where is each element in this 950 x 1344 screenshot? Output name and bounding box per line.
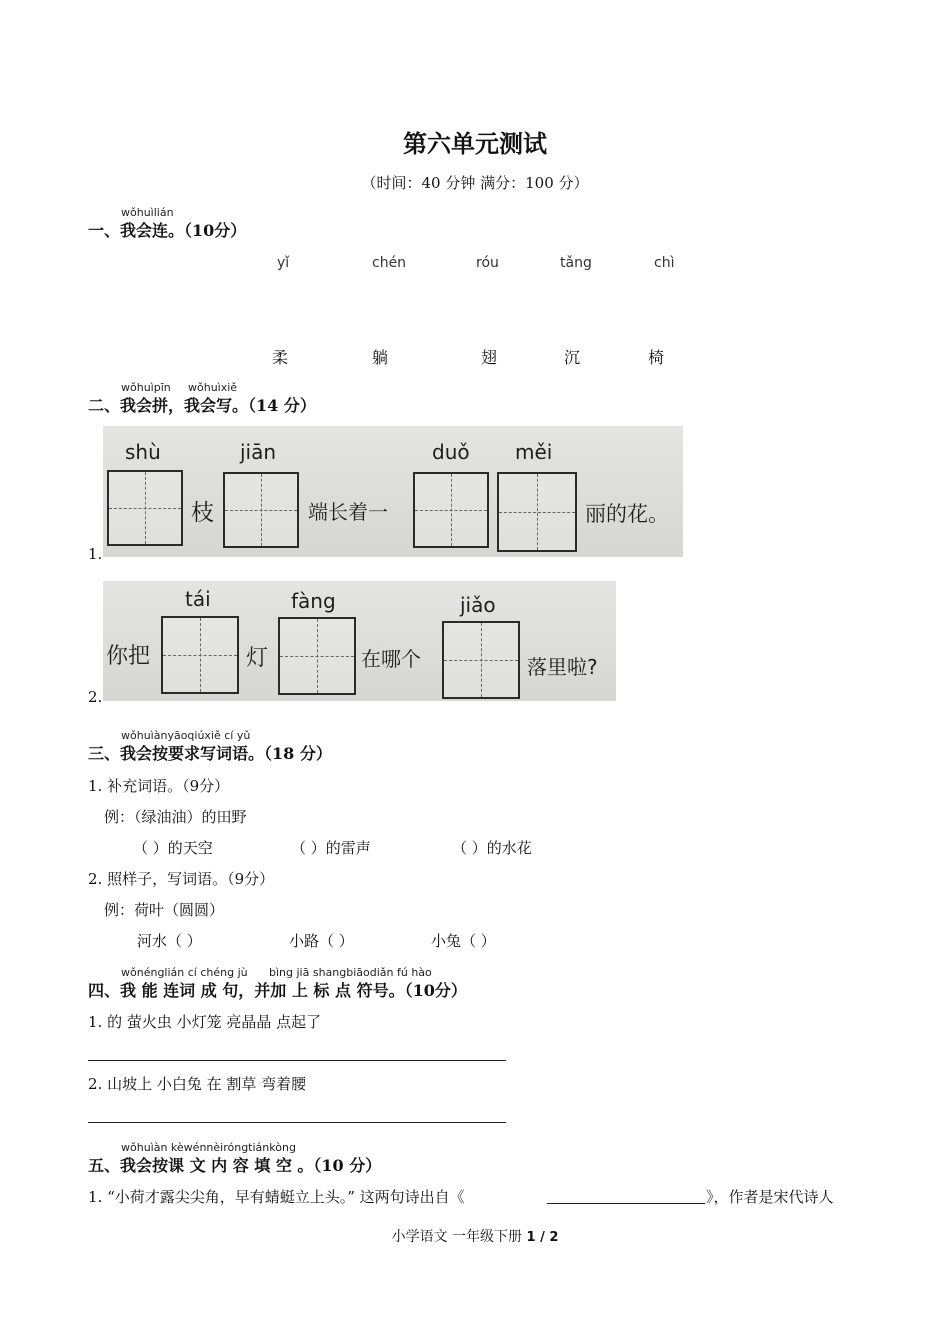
answer-line-poem-title[interactable] bbox=[547, 1203, 705, 1204]
match-char-1[interactable]: 柔 bbox=[272, 348, 289, 367]
writing-box-3[interactable] bbox=[413, 472, 489, 548]
match-pinyin-5[interactable]: chì bbox=[654, 255, 675, 271]
writing-box-6[interactable] bbox=[278, 617, 356, 695]
section5-pinyin: wǒhuìàn kèwénnèiróngtiánkòng bbox=[121, 1141, 296, 1154]
match-char-3[interactable]: 翅 bbox=[481, 348, 498, 367]
section2-pinyin-1: wǒhuìpīn bbox=[121, 381, 171, 394]
page-footer bbox=[0, 1226, 950, 1246]
sentence-text: 你把 bbox=[106, 644, 151, 669]
section4-pinyin-1: wǒnénglián cí chéng jù bbox=[121, 966, 248, 979]
writing-exercise-photo-2 bbox=[103, 581, 616, 701]
match-pinyin-3[interactable]: róu bbox=[476, 255, 499, 271]
page-number: 1 / 2 bbox=[526, 1230, 559, 1245]
pinyin-label: tái bbox=[185, 587, 211, 611]
question-5-1-part2: 》，作者是宋代诗人 bbox=[706, 1188, 834, 1206]
writing-box-2[interactable] bbox=[223, 472, 299, 548]
match-pinyin-4[interactable]: tǎng bbox=[560, 255, 592, 271]
question-number: 2. bbox=[88, 688, 103, 706]
footer-text: 小学语文 一年级下册 bbox=[391, 1229, 527, 1245]
question-3-1: 1. 补充词语。（9分） bbox=[88, 777, 230, 795]
pinyin-label: fàng bbox=[291, 589, 336, 613]
sentence-text: 落里啦? bbox=[527, 655, 598, 679]
fill-blank-path[interactable]: 小路（ ） bbox=[289, 932, 354, 950]
fill-blank-sky[interactable]: （ ）的天空 bbox=[133, 839, 213, 857]
section1-pinyin: wǒhuìlián bbox=[121, 206, 174, 219]
question-3-2: 2. 照样子，写词语。（9分） bbox=[88, 870, 275, 888]
match-char-4[interactable]: 沉 bbox=[564, 348, 581, 367]
page-subtitle: （时间：40 分钟 满分：100 分） bbox=[361, 174, 589, 192]
match-char-5[interactable]: 椅 bbox=[648, 348, 665, 367]
writing-exercise-photo-1 bbox=[103, 426, 683, 557]
match-pinyin-2[interactable]: chén bbox=[372, 255, 407, 271]
fill-blank-thunder[interactable]: （ ）的雷声 bbox=[291, 839, 371, 857]
example-3-2: 例：荷叶（圆圆） bbox=[104, 901, 225, 919]
writing-box-7[interactable] bbox=[442, 621, 520, 699]
pinyin-label: měi bbox=[515, 440, 553, 464]
writing-box-1[interactable] bbox=[107, 470, 183, 546]
page-title: 第六单元测试 bbox=[403, 129, 547, 158]
sentence-text: 灯 bbox=[246, 646, 269, 671]
sentence-text: 端长着一 bbox=[308, 500, 388, 524]
fill-blank-rabbit[interactable]: 小兔（ ） bbox=[431, 932, 496, 950]
match-char-2[interactable]: 躺 bbox=[372, 348, 389, 367]
sentence-text: 丽的花。 bbox=[585, 502, 669, 526]
writing-box-4[interactable] bbox=[497, 472, 577, 552]
fill-blank-river[interactable]: 河水（ ） bbox=[137, 932, 202, 950]
pinyin-label: jiǎo bbox=[460, 593, 496, 617]
section4-heading: 四、我 能 连词 成 句，并加 上 标 点 符号。（10分） bbox=[88, 981, 467, 1000]
answer-line-4-1[interactable] bbox=[88, 1060, 506, 1061]
section3-pinyin: wǒhuìànyāoqiúxiě cí yǔ bbox=[121, 729, 251, 742]
answer-line-4-2[interactable] bbox=[88, 1122, 506, 1123]
question-4-1: 1. 的 萤火虫 小灯笼 亮晶晶 点起了 bbox=[88, 1013, 322, 1031]
example-3-1: 例：（绿油油）的田野 bbox=[104, 808, 247, 826]
section4-pinyin-2: bìng jiā shangbiāodiǎn fú hào bbox=[269, 966, 432, 979]
writing-box-5[interactable] bbox=[161, 616, 239, 694]
section2-pinyin-2: wǒhuìxiě bbox=[188, 381, 238, 394]
pinyin-label: jiān bbox=[240, 440, 277, 464]
pinyin-label: duǒ bbox=[432, 440, 470, 464]
question-number: 1. bbox=[88, 545, 103, 563]
section3-heading: 三、我会按要求写词语。（18 分） bbox=[88, 744, 332, 763]
section1-heading: 一、我会连。（10分） bbox=[88, 221, 247, 240]
sentence-text: 在哪个 bbox=[361, 647, 421, 671]
fill-blank-splash[interactable]: （ ）的水花 bbox=[452, 839, 532, 857]
pinyin-label: shù bbox=[125, 440, 161, 464]
question-4-2: 2. 山坡上 小白兔 在 割草 弯着腰 bbox=[88, 1075, 307, 1093]
match-pinyin-1[interactable]: yǐ bbox=[277, 255, 290, 271]
question-5-1-part1: 1. “小荷才露尖尖角，早有蜻蜓立上头。” 这两句诗出自《 bbox=[88, 1188, 465, 1206]
section5-heading: 五、我会按课 文 内 容 填 空 。（10 分） bbox=[88, 1156, 382, 1175]
section2-heading: 二、我会拼，我会写。（14 分） bbox=[88, 396, 316, 415]
sentence-text: 枝 bbox=[191, 500, 214, 526]
